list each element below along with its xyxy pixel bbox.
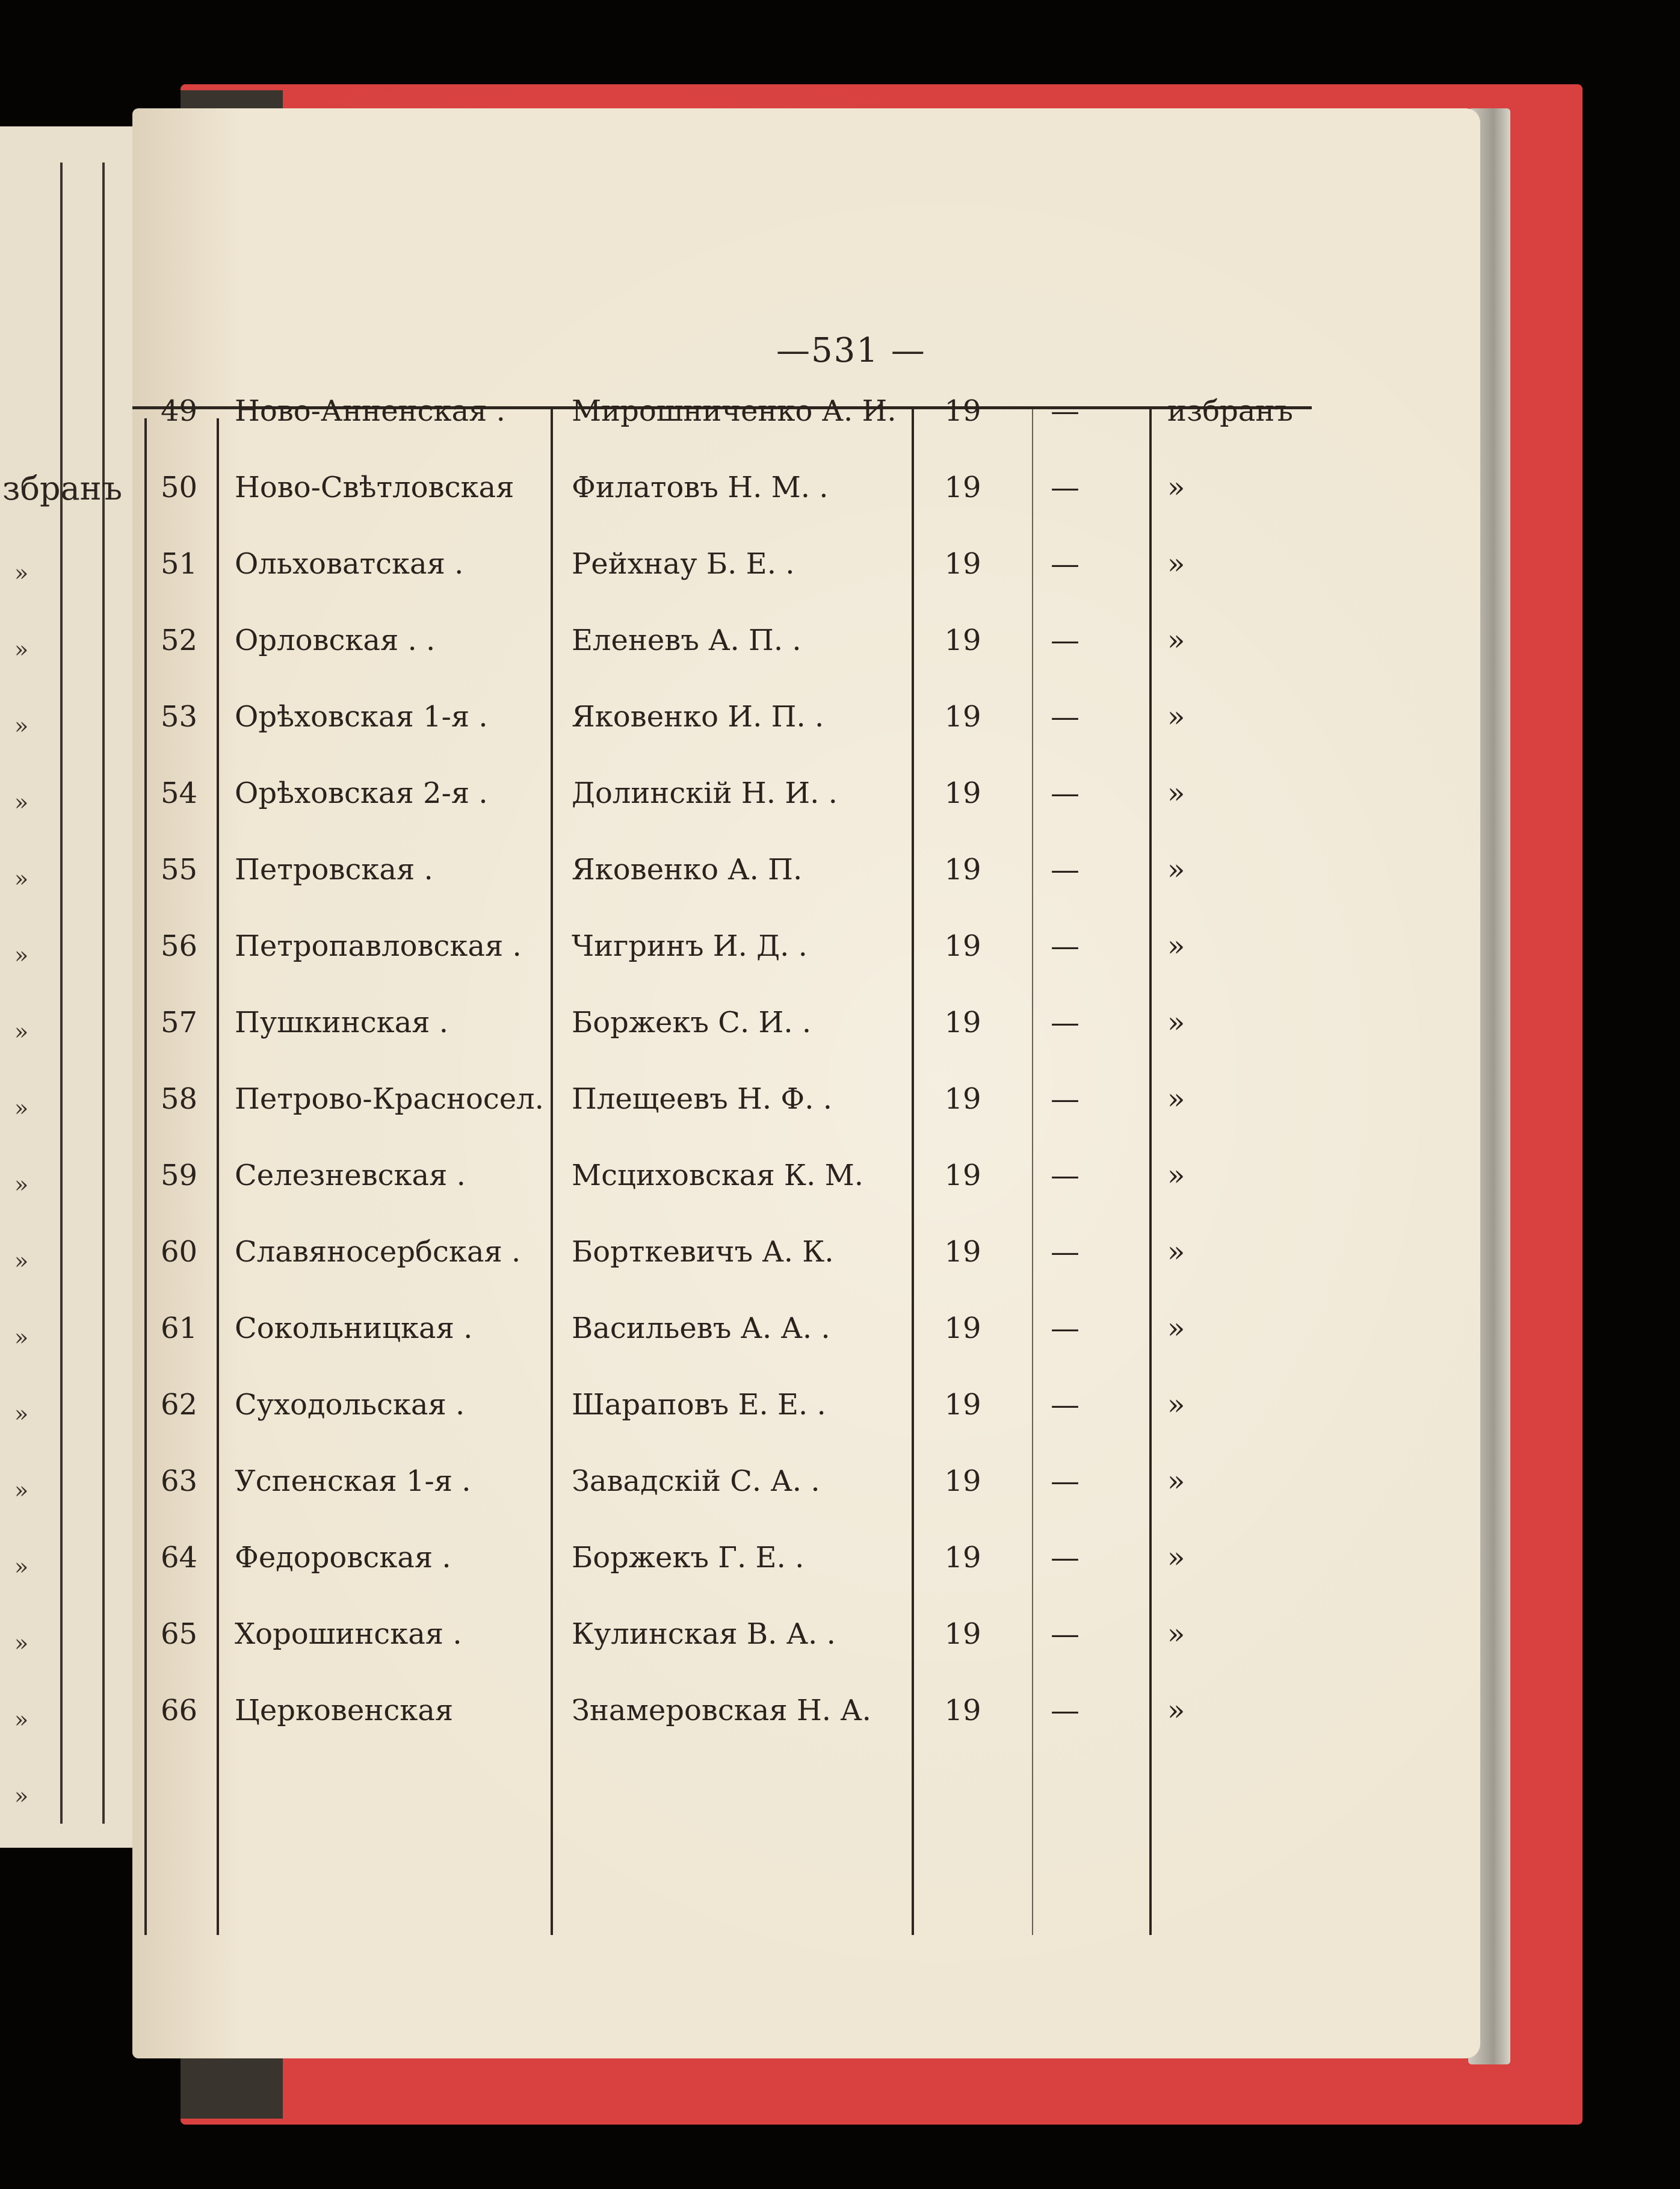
left-mark: » bbox=[14, 1553, 29, 1580]
table-row bbox=[132, 1443, 1336, 1520]
dash-value: — bbox=[1051, 1235, 1079, 1269]
row-number: 50 bbox=[160, 471, 198, 504]
dash-value: — bbox=[1051, 1541, 1079, 1574]
person-name: Долинскій Н. И. . bbox=[572, 776, 838, 810]
person-name: Знамеровская Н. А. bbox=[572, 1694, 871, 1727]
row-number: 57 bbox=[160, 1006, 198, 1039]
left-mark: » bbox=[14, 1095, 29, 1121]
table-row bbox=[132, 679, 1336, 755]
district-name: Орѣховская 2-я . bbox=[235, 776, 488, 810]
row-number: 64 bbox=[160, 1541, 198, 1574]
result-value: » bbox=[1167, 1694, 1185, 1727]
count-value: 19 bbox=[944, 929, 981, 963]
dash-value: — bbox=[1051, 776, 1079, 810]
result-value: » bbox=[1167, 1464, 1185, 1498]
dash-value: — bbox=[1051, 624, 1079, 657]
row-number: 54 bbox=[160, 776, 198, 810]
district-name: Орѣховская 1-я . bbox=[235, 700, 488, 734]
page-number: —531 — bbox=[776, 331, 926, 370]
left-mark: » bbox=[14, 560, 29, 586]
result-value: » bbox=[1167, 1006, 1185, 1039]
row-number: 59 bbox=[160, 1159, 198, 1192]
result-value: » bbox=[1167, 1082, 1185, 1116]
result-value: » bbox=[1167, 776, 1185, 810]
district-name: Пушкинская . bbox=[235, 1006, 449, 1039]
dash-value: — bbox=[1051, 1159, 1079, 1192]
result-value: » bbox=[1167, 853, 1185, 887]
count-value: 19 bbox=[944, 1006, 981, 1039]
count-value: 19 bbox=[944, 1388, 981, 1422]
left-mark: » bbox=[14, 713, 29, 739]
left-mark: » bbox=[14, 1324, 29, 1351]
count-value: 19 bbox=[944, 1694, 981, 1727]
dash-value: — bbox=[1051, 1464, 1079, 1498]
count-value: 19 bbox=[944, 1464, 981, 1498]
count-value: 19 bbox=[944, 471, 981, 504]
count-value: 19 bbox=[944, 853, 981, 887]
table-row bbox=[132, 1214, 1336, 1290]
person-name: Кулинская В. А. . bbox=[572, 1617, 836, 1651]
result-value: » bbox=[1167, 929, 1185, 963]
count-value: 19 bbox=[944, 1235, 981, 1269]
left-mark: » bbox=[14, 1248, 29, 1274]
count-value: 19 bbox=[944, 776, 981, 810]
left-header-fragment: збранъ bbox=[2, 469, 123, 507]
table-row bbox=[132, 602, 1336, 679]
dash-value: — bbox=[1051, 1006, 1079, 1039]
result-value: » bbox=[1167, 700, 1185, 734]
district-name: Петровская . bbox=[235, 853, 433, 887]
result-value: » bbox=[1167, 1235, 1185, 1269]
district-name: Суходольская . bbox=[235, 1388, 465, 1422]
left-column-rule bbox=[60, 163, 63, 1824]
row-number: 55 bbox=[160, 853, 198, 887]
dash-value: — bbox=[1051, 471, 1079, 504]
person-name: Еленевъ А. П. . bbox=[572, 624, 801, 657]
dash-value: — bbox=[1051, 929, 1079, 963]
district-name: Славяносербская . bbox=[235, 1235, 521, 1269]
table-row bbox=[132, 1061, 1336, 1138]
left-mark: » bbox=[14, 789, 29, 816]
count-value: 19 bbox=[944, 1311, 981, 1345]
count-value: 19 bbox=[944, 1541, 981, 1574]
result-value: » bbox=[1167, 1617, 1185, 1651]
dash-value: — bbox=[1051, 394, 1079, 428]
result-value: » bbox=[1167, 1541, 1185, 1574]
count-value: 19 bbox=[944, 1159, 981, 1192]
row-number: 52 bbox=[160, 624, 198, 657]
table-row bbox=[132, 373, 1336, 450]
left-mark: » bbox=[14, 1401, 29, 1427]
result-value: избранъ bbox=[1167, 394, 1293, 428]
table-row bbox=[132, 985, 1336, 1061]
dash-value: — bbox=[1051, 1082, 1079, 1116]
left-mark: » bbox=[14, 1783, 29, 1809]
table-row bbox=[132, 526, 1336, 602]
result-value: » bbox=[1167, 1159, 1185, 1192]
left-mark: » bbox=[14, 942, 29, 968]
table-row bbox=[132, 1138, 1336, 1214]
person-name: Боржекъ С. И. . bbox=[572, 1006, 812, 1039]
person-name: Васильевъ А. А. . bbox=[572, 1311, 830, 1345]
row-number: 53 bbox=[160, 700, 198, 734]
table-row bbox=[132, 755, 1336, 832]
person-name: Плещеевъ Н. Ф. . bbox=[572, 1082, 833, 1116]
result-value: » bbox=[1167, 471, 1185, 504]
left-mark: » bbox=[14, 865, 29, 892]
table-row bbox=[132, 1290, 1336, 1367]
district-name: Ново-Свѣтловская bbox=[235, 471, 514, 504]
person-name: Яковенко А. П. bbox=[572, 853, 803, 887]
row-number: 51 bbox=[160, 547, 198, 581]
dash-value: — bbox=[1051, 1388, 1079, 1422]
district-name: Ольховатская . bbox=[235, 547, 464, 581]
left-mark: » bbox=[14, 1171, 29, 1198]
left-mark: » bbox=[14, 1630, 29, 1656]
dash-value: — bbox=[1051, 1617, 1079, 1651]
district-name: Ново-Анненская . bbox=[235, 394, 505, 428]
row-number: 56 bbox=[160, 929, 198, 963]
district-name: Орловская . . bbox=[235, 624, 436, 657]
person-name: Шараповъ Е. Е. . bbox=[572, 1388, 826, 1422]
table-row bbox=[132, 1367, 1336, 1443]
row-number: 60 bbox=[160, 1235, 198, 1269]
person-name: Мирошниченко А. И. bbox=[572, 394, 897, 428]
table-row bbox=[132, 832, 1336, 908]
person-name: Мсциховская К. М. bbox=[572, 1159, 863, 1192]
district-name: Сокольницкая . bbox=[235, 1311, 473, 1345]
left-mark: » bbox=[14, 1018, 29, 1045]
person-name: Завадскій С. А. . bbox=[572, 1464, 820, 1498]
row-number: 49 bbox=[160, 394, 198, 428]
district-name: Петропавловская . bbox=[235, 929, 522, 963]
count-value: 19 bbox=[944, 624, 981, 657]
row-number: 61 bbox=[160, 1311, 198, 1345]
person-name: Рейхнау Б. Е. . bbox=[572, 547, 795, 581]
count-value: 19 bbox=[944, 547, 981, 581]
result-value: » bbox=[1167, 1388, 1185, 1422]
result-value: » bbox=[1167, 624, 1185, 657]
district-name: Селезневская . bbox=[235, 1159, 466, 1192]
table-row bbox=[132, 1673, 1336, 1749]
person-name: Яковенко И. П. . bbox=[572, 700, 824, 734]
left-mark: » bbox=[14, 636, 29, 663]
row-number: 58 bbox=[160, 1082, 198, 1116]
district-name: Федоровская . bbox=[235, 1541, 451, 1574]
row-number: 63 bbox=[160, 1464, 198, 1498]
row-number: 62 bbox=[160, 1388, 198, 1422]
count-value: 19 bbox=[944, 1082, 981, 1116]
row-number: 65 bbox=[160, 1617, 198, 1651]
result-value: » bbox=[1167, 1311, 1185, 1345]
dash-value: — bbox=[1051, 1694, 1079, 1727]
district-name: Церковенская bbox=[235, 1694, 454, 1727]
person-name: Филатовъ Н. М. . bbox=[572, 471, 829, 504]
left-mark: » bbox=[14, 1477, 29, 1503]
dash-value: — bbox=[1051, 853, 1079, 887]
dash-value: — bbox=[1051, 1311, 1079, 1345]
table-row bbox=[132, 908, 1336, 985]
count-value: 19 bbox=[944, 700, 981, 734]
person-name: Боржекъ Г. Е. . bbox=[572, 1541, 804, 1574]
row-number: 66 bbox=[160, 1694, 198, 1727]
right-page bbox=[132, 108, 1480, 2058]
count-value: 19 bbox=[944, 394, 981, 428]
table-row bbox=[132, 450, 1336, 526]
dash-value: — bbox=[1051, 547, 1079, 581]
district-name: Хорошинская . bbox=[235, 1617, 462, 1651]
district-name: Успенская 1-я . bbox=[235, 1464, 471, 1498]
count-value: 19 bbox=[944, 1617, 981, 1651]
person-name: Борткевичъ А. К. bbox=[572, 1235, 834, 1269]
left-column-rule bbox=[102, 163, 105, 1824]
result-value: » bbox=[1167, 547, 1185, 581]
left-mark: » bbox=[14, 1706, 29, 1733]
left-page-fragment bbox=[0, 126, 138, 1848]
table-row bbox=[132, 1596, 1336, 1673]
dash-value: — bbox=[1051, 700, 1079, 734]
table-row bbox=[132, 1520, 1336, 1596]
district-name: Петрово-Красносел. bbox=[235, 1082, 544, 1116]
person-name: Чигринъ И. Д. . bbox=[572, 929, 808, 963]
